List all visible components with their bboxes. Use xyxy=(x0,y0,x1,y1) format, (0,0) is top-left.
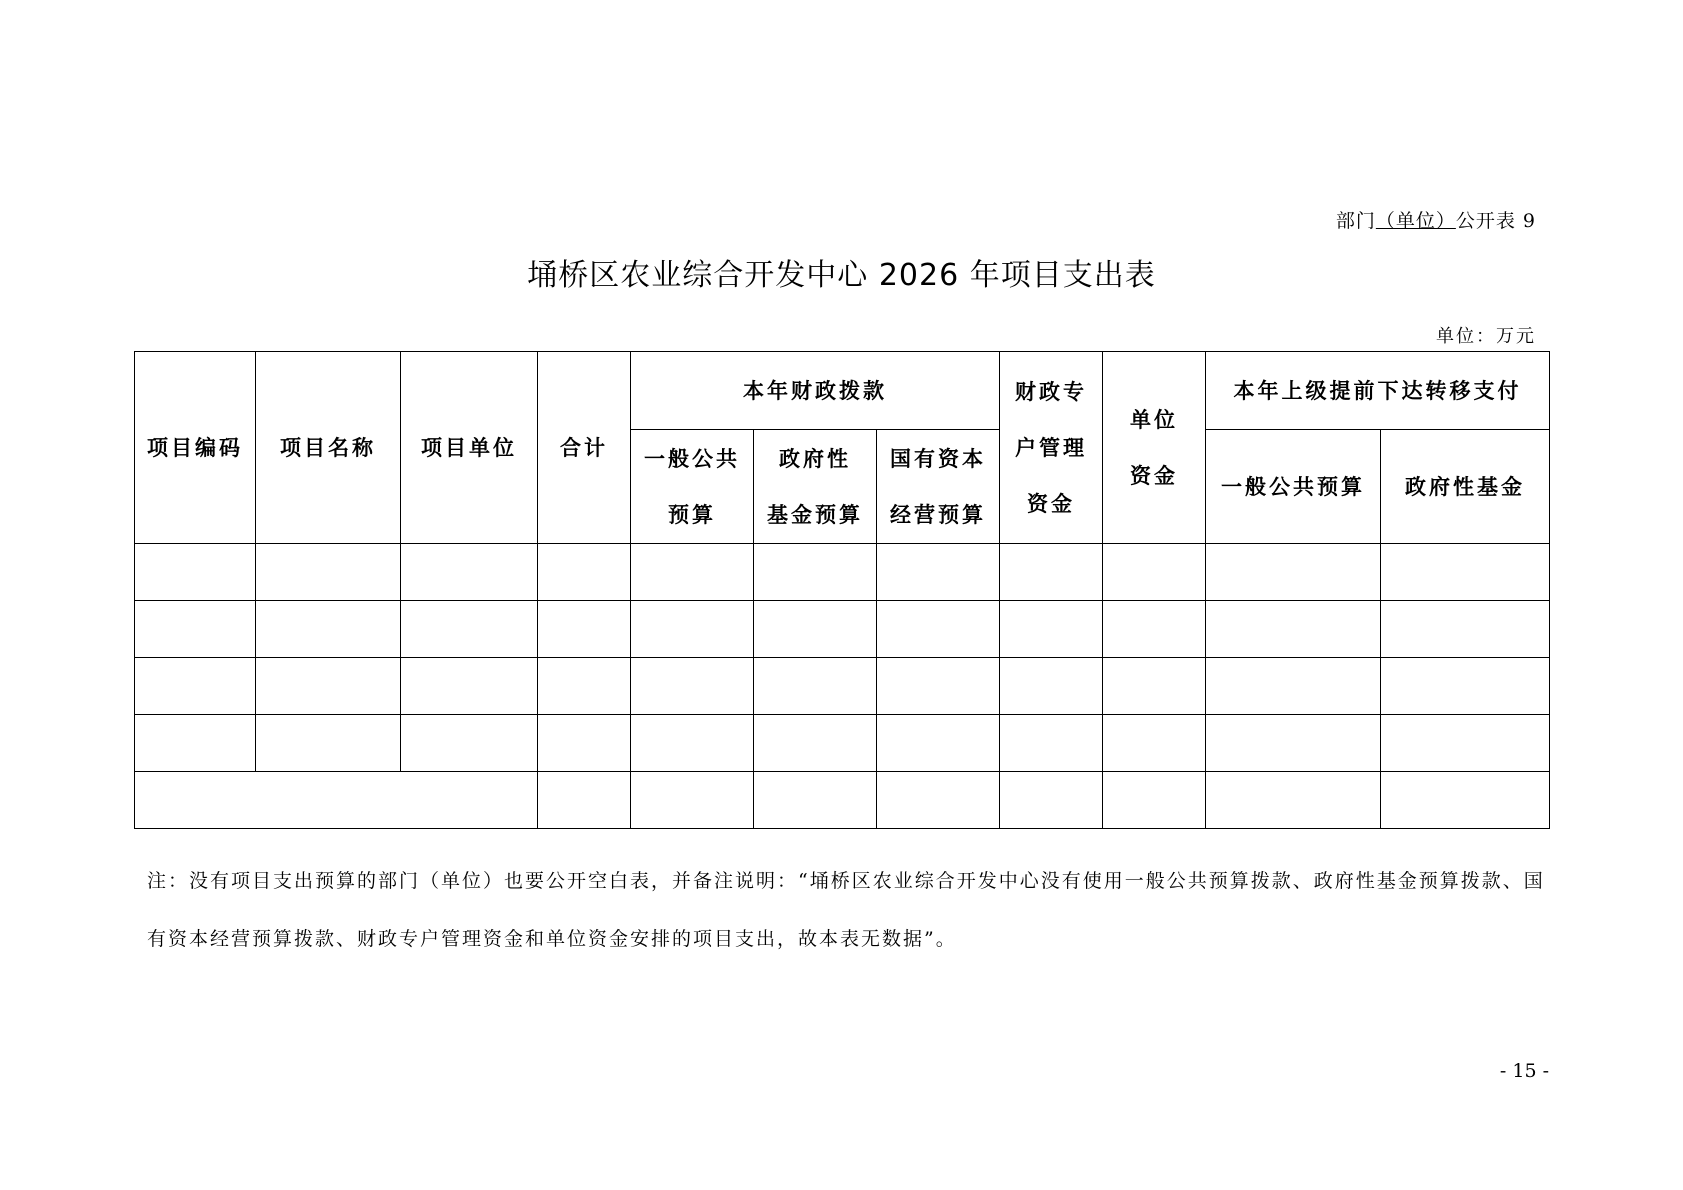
table-cell xyxy=(1000,601,1103,658)
table-cell xyxy=(754,601,877,658)
header-transfer-general-budget: 一般公共预算 xyxy=(1206,430,1381,544)
table-cell xyxy=(1381,658,1550,715)
header-state-capital-budget xyxy=(877,430,1000,544)
header-fiscal-appropriation: 本年财政拨款 xyxy=(631,352,1000,430)
table-cell xyxy=(256,601,401,658)
table-cell xyxy=(1206,715,1381,772)
table-cell xyxy=(1381,715,1550,772)
page-title: 埇桥区农业综合开发中心 2026 年项目支出表 xyxy=(527,258,1156,293)
table-cell xyxy=(754,658,877,715)
table-cell xyxy=(877,544,1000,601)
header-gov-fund-line1: 政府性 xyxy=(779,446,851,471)
table-cell xyxy=(1000,658,1103,715)
header-project-unit: 项目单位 xyxy=(401,352,538,544)
form-number-label xyxy=(1336,206,1536,233)
project-expenditure-table xyxy=(134,351,1550,829)
table-cell xyxy=(754,715,877,772)
table-cell xyxy=(1103,544,1206,601)
table-cell xyxy=(1000,544,1103,601)
table-cell xyxy=(631,601,754,658)
header-unit-funds-line2: 资金 xyxy=(1130,463,1179,488)
footnote: 注：没有项目支出预算的部门（单位）也要公开空白表，并备注说明：“埇桥区农业综合开发中心没有使用一般公共预算拨款、政府性基金预算拨款、国有资本经营预算拨款、财政专户管理资金和单位资金安排的项目支出，故本表无数据”。 xyxy=(147,870,1545,950)
header-gov-fund-line2: 基金预算 xyxy=(767,502,863,527)
table-cell xyxy=(1103,601,1206,658)
form-label-prefix: 部门 xyxy=(1335,210,1376,232)
table-row xyxy=(135,658,1550,715)
table-cell xyxy=(1103,658,1206,715)
header-total: 合计 xyxy=(538,352,631,544)
table-cell xyxy=(1000,715,1103,772)
header-unit-funds xyxy=(1103,352,1206,544)
table-cell xyxy=(877,601,1000,658)
table-cell xyxy=(1103,715,1206,772)
header-project-code: 项目编码 xyxy=(135,352,256,544)
table-cell xyxy=(1206,658,1381,715)
table-cell xyxy=(538,772,631,829)
header-special-account-line1: 财政专 xyxy=(1015,379,1088,404)
table-cell xyxy=(401,715,538,772)
table-cell xyxy=(877,772,1000,829)
table-cell xyxy=(631,715,754,772)
table-cell xyxy=(1103,772,1206,829)
header-special-account-line2: 户管理 xyxy=(1015,435,1088,460)
page-number: - 15 - xyxy=(1499,1060,1549,1082)
header-state-capital-line2: 经营预算 xyxy=(890,502,986,527)
table-cell xyxy=(1206,772,1381,829)
header-transfer-gov-fund: 政府性基金 xyxy=(1381,430,1550,544)
table-total-row xyxy=(135,772,1550,829)
table-cell xyxy=(135,658,256,715)
form-label-unit: （单位） xyxy=(1375,210,1456,232)
table-cell xyxy=(401,544,538,601)
header-special-account-funds xyxy=(1000,352,1103,544)
table-cell xyxy=(631,658,754,715)
table-row xyxy=(135,715,1550,772)
header-general-budget xyxy=(631,430,754,544)
table-cell xyxy=(877,658,1000,715)
table-cell xyxy=(1206,544,1381,601)
table-cell xyxy=(401,658,538,715)
table-cell xyxy=(1381,601,1550,658)
table-cell xyxy=(135,715,256,772)
header-general-budget-line1: 一般公共 xyxy=(644,446,740,471)
header-state-capital-line1: 国有资本 xyxy=(890,446,986,471)
table-cell xyxy=(538,544,631,601)
table-cell xyxy=(401,601,538,658)
table-cell xyxy=(1381,544,1550,601)
table-cell xyxy=(1206,601,1381,658)
header-unit-funds-line1: 单位 xyxy=(1130,407,1179,432)
header-gov-fund-budget xyxy=(754,430,877,544)
table-cell xyxy=(877,715,1000,772)
table-cell xyxy=(754,772,877,829)
table-cell xyxy=(135,544,256,601)
table-row xyxy=(135,601,1550,658)
table-cell xyxy=(631,772,754,829)
table-cell xyxy=(1000,772,1103,829)
table-row xyxy=(135,544,1550,601)
table-cell xyxy=(754,544,877,601)
table-cell xyxy=(538,658,631,715)
table-cell xyxy=(1381,772,1550,829)
table-cell xyxy=(135,601,256,658)
header-transfer-payment: 本年上级提前下达转移支付 xyxy=(1206,352,1550,430)
form-label-suffix: 公开表 9 xyxy=(1455,210,1536,232)
table-cell xyxy=(256,658,401,715)
table-cell xyxy=(538,715,631,772)
table-cell xyxy=(256,715,401,772)
table-cell xyxy=(631,544,754,601)
unit-note: 单位：万元 xyxy=(1436,326,1536,347)
table-cell xyxy=(135,772,538,829)
table-cell xyxy=(538,601,631,658)
header-special-account-line3: 资金 xyxy=(1027,491,1076,516)
table-cell xyxy=(256,544,401,601)
header-general-budget-line2: 预算 xyxy=(668,502,716,527)
header-project-name: 项目名称 xyxy=(256,352,401,544)
